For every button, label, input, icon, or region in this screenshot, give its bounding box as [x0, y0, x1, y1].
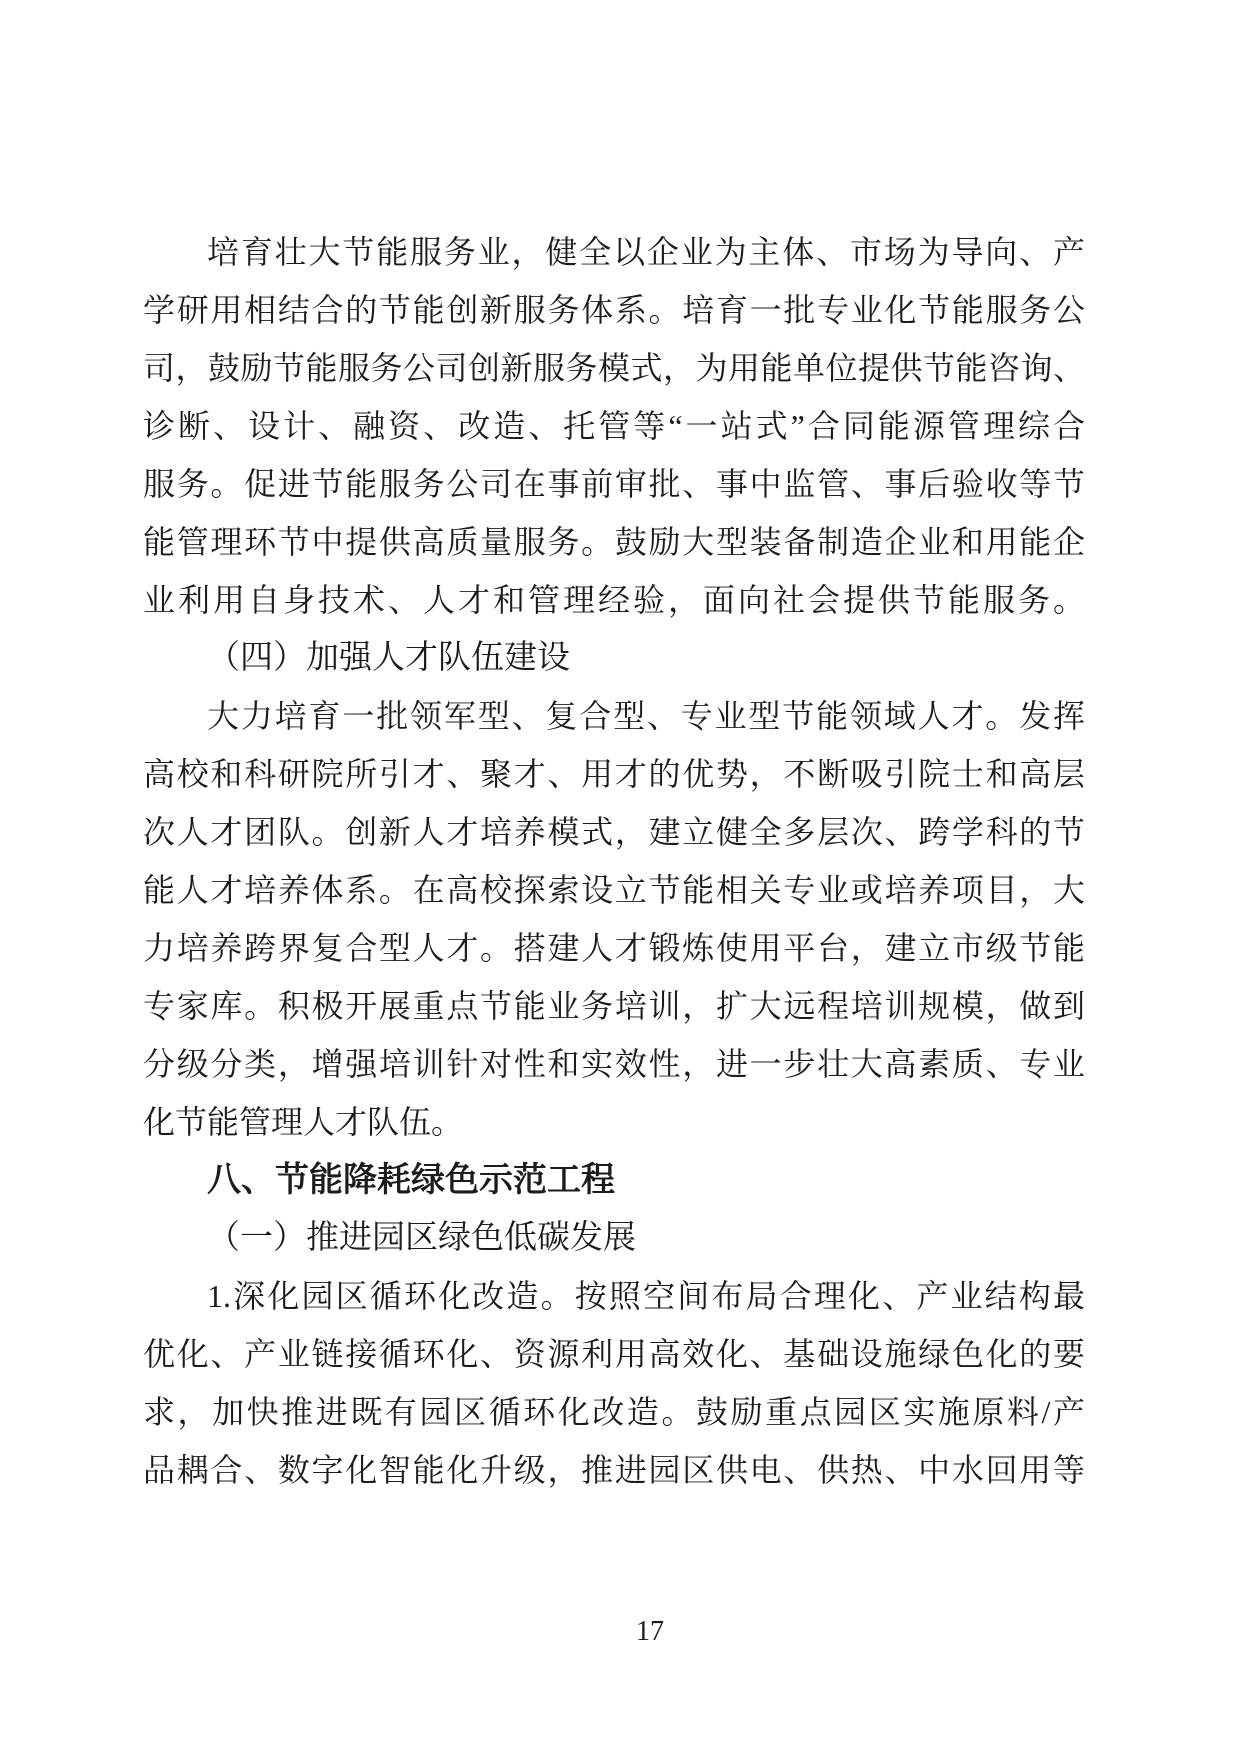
text-line: 求，加快推进既有园区循环化改造。鼓励重点园区实施原料/产	[143, 1394, 1085, 1430]
text-line: 能人才培养体系。在高校探索设立节能相关专业或培养项目，大	[143, 872, 1085, 908]
text-line: 次人才团队。创新人才培养模式，建立健全多层次、跨学科的节	[143, 814, 1085, 850]
text-line: 分级分类，增强培训针对性和实效性，进一步壮大高素质、专业	[143, 1046, 1085, 1082]
text-line: 能管理环节中提供高质量服务。鼓励大型装备制造企业和用能企	[143, 524, 1085, 560]
text-line: 高校和科研院所引才、聚才、用才的优势，不断吸引院士和高层	[143, 756, 1085, 792]
subsection-heading: （四）加强人才队伍建设	[207, 640, 570, 676]
text-line: 优化、产业链接循环化、资源利用高效化、基础设施绿色化的要	[143, 1336, 1085, 1372]
text-line: 诊断、设计、融资、改造、托管等“一站式”合同能源管理综合	[143, 408, 1085, 444]
text-line: 大力培育一批领军型、复合型、专业型节能领域人才。发挥	[207, 698, 1085, 734]
page-number: 17	[636, 1616, 664, 1647]
text-line: 品耦合、数字化智能化升级，推进园区供电、供热、中水回用等	[143, 1452, 1085, 1488]
text-line: 学研用相结合的节能创新服务体系。培育一批专业化节能服务公	[143, 292, 1085, 328]
text-line: 服务。促进节能服务公司在事前审批、事中监管、事后验收等节	[143, 466, 1085, 502]
section-heading: 八、节能降耗绿色示范工程	[207, 1161, 615, 1199]
text-line: 培育壮大节能服务业，健全以企业为主体、市场为导向、产	[207, 234, 1085, 270]
text-line: 化节能管理人才队伍。	[143, 1104, 464, 1140]
text-line: 力培养跨界复合型人才。搭建人才锻炼使用平台，建立市级节能	[143, 930, 1085, 966]
document-body	[143, 223, 1085, 1499]
text-line: 业利用自身技术、人才和管理经验，面向社会提供节能服务。	[143, 582, 1085, 618]
text-line: 司，鼓励节能服务公司创新服务模式，为用能单位提供节能咨询、	[143, 350, 1085, 386]
subsection-heading: （一）推进园区绿色低碳发展	[207, 1220, 636, 1256]
text-line: 专家库。积极开展重点节能业务培训，扩大远程培训规模，做到	[143, 988, 1085, 1024]
text-line: 1.深化园区循环化改造。按照空间布局合理化、产业结构最	[207, 1278, 1085, 1314]
